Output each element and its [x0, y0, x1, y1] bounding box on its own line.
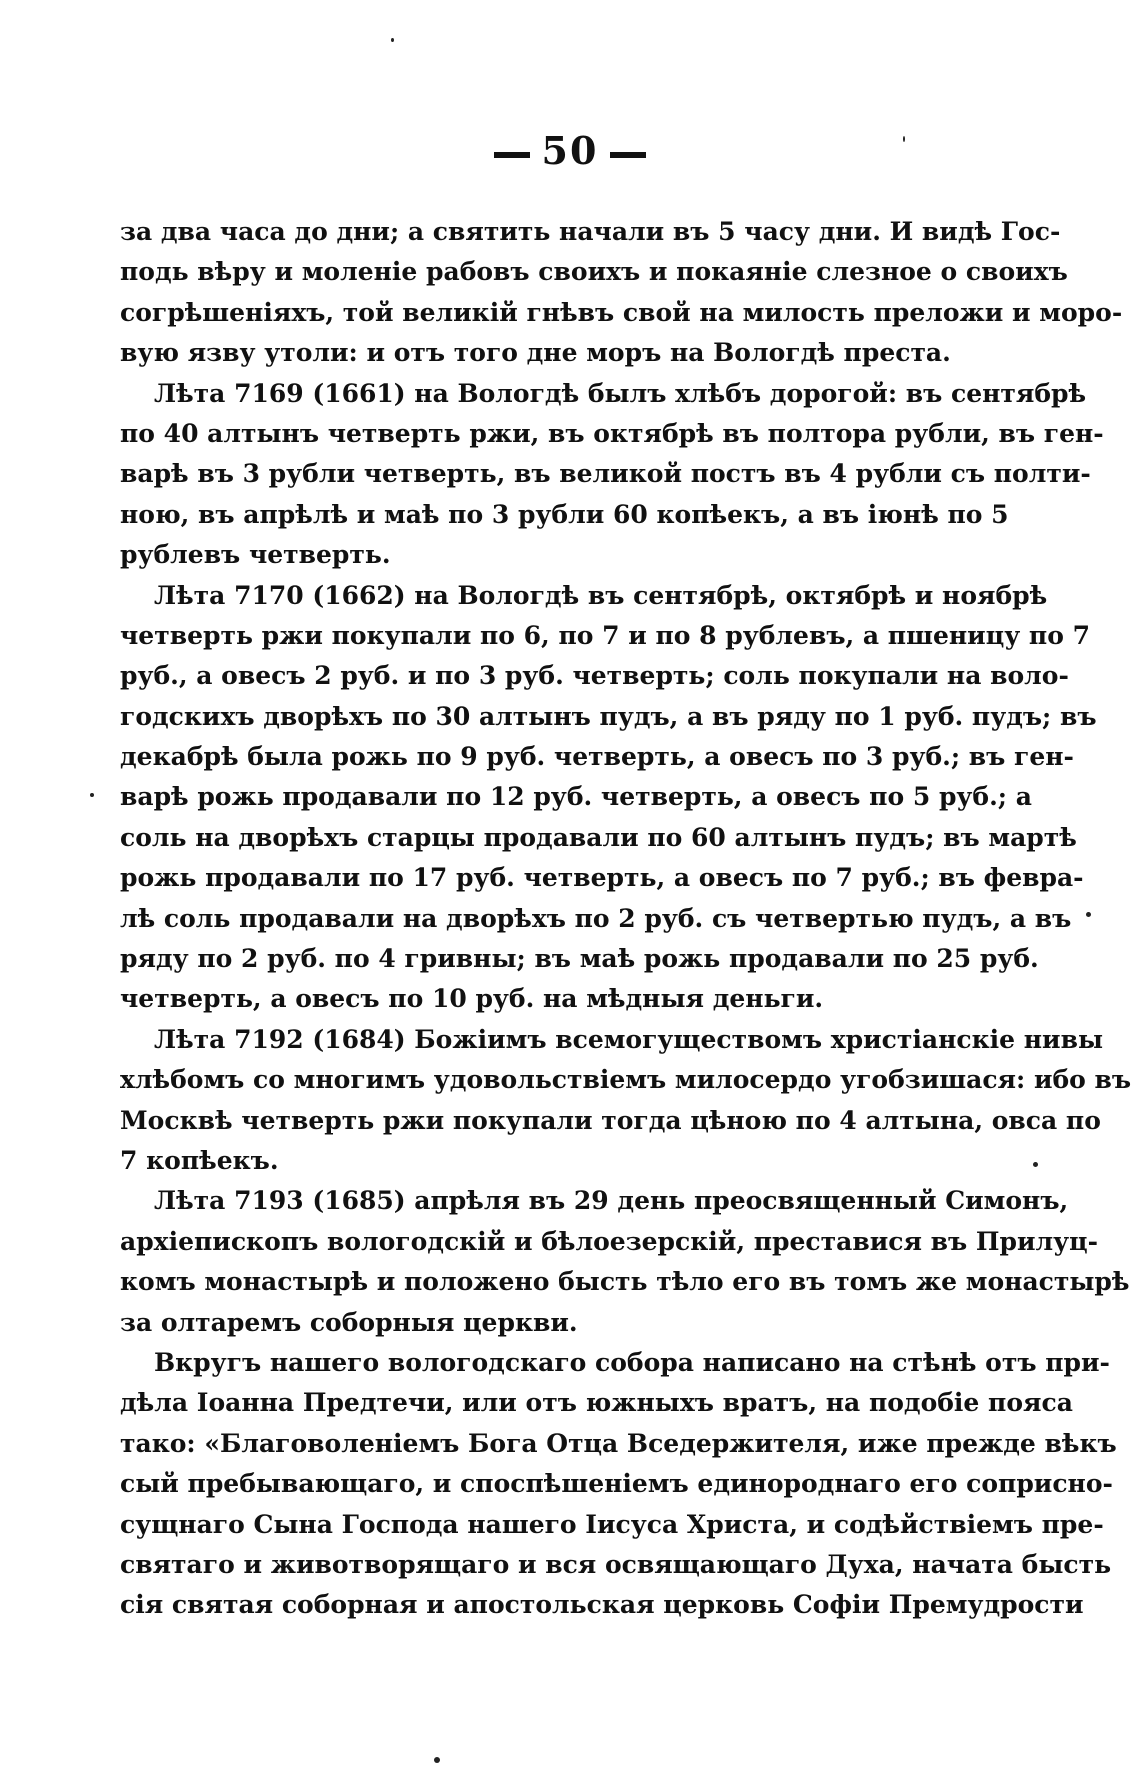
- text-line: 7 копѣекъ.: [120, 1145, 279, 1175]
- paragraph-start-line: Лѣта 7170 (1662) на Вологдѣ въ сентябрѣ, октябрѣ и ноябрѣ: [154, 580, 1048, 610]
- text-line: годскихъ дворѣхъ по 30 алтынъ пудъ, а въ ряду по 1 руб. пудъ; въ: [120, 701, 1097, 731]
- scan-speck: [434, 1757, 440, 1763]
- body-text: [120, 212, 1132, 1626]
- text-line: ряду по 2 руб. по 4 гривны; въ маѣ рожь продавали по 25 руб.: [120, 944, 1039, 974]
- text-line: четверть, а овесъ по 10 руб. на мѣдныя деньги.: [120, 984, 824, 1014]
- paragraph-start-line: Лѣта 7192 (1684) Божіимъ всемогуществомъ христіанскіе нивы: [154, 1024, 1104, 1054]
- text-line: ною, въ апрѣлѣ и маѣ по 3 рубли 60 копѣекъ, а въ іюнѣ по 5: [120, 499, 1009, 529]
- paragraph-start-line: Вкругъ нашего вологодскаго собора написано на стѣнѣ отъ при-: [154, 1347, 1110, 1377]
- text-line: вую язву утоли: и отъ того дне моръ на Вологдѣ преста.: [120, 338, 951, 368]
- text-line: рожь продавали по 17 руб. четверть, а овесъ по 7 руб.; въ февра-: [120, 863, 1084, 893]
- text-line: подь вѣру и моленіе рабовъ своихъ и покаяніе слезное о своихъ: [120, 257, 1068, 287]
- text-line: варѣ въ 3 рубли четверть, въ великой постъ въ 4 рубли съ полти-: [120, 459, 1091, 489]
- text-line: сущнаго Сына Господа нашего Іисуса Христа, и содѣйствіемъ пре-: [120, 1509, 1104, 1539]
- left-dash: [494, 152, 530, 158]
- text-line: за два часа до дни; а святить начали въ 5 часу дни. И видѣ Гос-: [120, 217, 1061, 246]
- text-line: четверть ржи покупали по 6, по 7 и по 8 рублевъ, а пшеницу по 7: [120, 620, 1090, 650]
- text-line: руб., а овесъ 2 руб. и по 3 руб. четверть; соль покупали на воло-: [120, 661, 1069, 691]
- paragraph-start-line: Лѣта 7169 (1661) на Вологдѣ былъ хлѣбъ дорогой: въ сентябрѣ: [154, 378, 1087, 408]
- page-number-value: 50: [541, 128, 599, 173]
- scan-speck: [1033, 1162, 1038, 1167]
- paragraph-start-line: Лѣта 7193 (1685) апрѣля въ 29 день преосвященный Симонъ,: [154, 1186, 1069, 1216]
- right-dash: [610, 152, 646, 158]
- text-line: по 40 алтынъ четверть ржи, въ октябрѣ въ полтора рубли, въ ген-: [120, 418, 1104, 448]
- scan-speck: [903, 136, 905, 142]
- scan-speck: [391, 38, 394, 42]
- text-line: соль на дворѣхъ старцы продавали по 60 алтынъ пудъ; въ мартѣ: [120, 822, 1077, 852]
- text-line: Москвѣ четверть ржи покупали тогда цѣною по 4 алтына, овса по: [120, 1105, 1101, 1135]
- scan-speck: [1086, 912, 1091, 917]
- text-line: за олтаремъ соборныя церкви.: [120, 1307, 578, 1337]
- text-line: тако: «Благоволеніемъ Бога Отца Вседержителя, иже прежде вѣкъ: [120, 1428, 1117, 1458]
- text-line: декабрѣ была рожь по 9 руб. четверть, а овесъ по 3 руб.; въ ген-: [120, 742, 1074, 772]
- text-line: сый пребывающаго, и споспѣшеніемъ единороднаго его соприсно-: [120, 1469, 1113, 1499]
- text-line: архіепископъ вологодскій и бѣлоезерскій, преставися въ Прилуц-: [120, 1226, 1099, 1256]
- text-line: хлѣбомъ со многимъ удовольствіемъ милосердо угобзишася: ибо въ: [120, 1065, 1132, 1095]
- text-line: варѣ рожь продавали по 12 руб. четверть, а овесъ по 5 руб.; а: [120, 782, 1032, 812]
- text-line: сія святая соборная и апостольская церковь Софіи Премудрости: [120, 1590, 1084, 1620]
- text-line: согрѣшеніяхъ, той великій гнѣвъ свой на милость преложи и моро-: [120, 297, 1123, 327]
- text-line: лѣ соль продавали на дворѣхъ по 2 руб. съ четвертью пудъ, а въ: [120, 903, 1072, 933]
- page-number: [0, 128, 1140, 173]
- scan-speck: [90, 793, 94, 797]
- text-line: комъ монастырѣ и положено бысть тѣло его въ томъ же монастырѣ: [120, 1267, 1130, 1297]
- text-line: святаго и животворящаго и вся освящающаго Духа, начата бысть: [120, 1549, 1112, 1579]
- text-line: дѣла Іоанна Предтечи, или отъ южныхъ вратъ, на подобіе пояса: [120, 1388, 1073, 1418]
- text-line: рублевъ четверть.: [120, 540, 391, 570]
